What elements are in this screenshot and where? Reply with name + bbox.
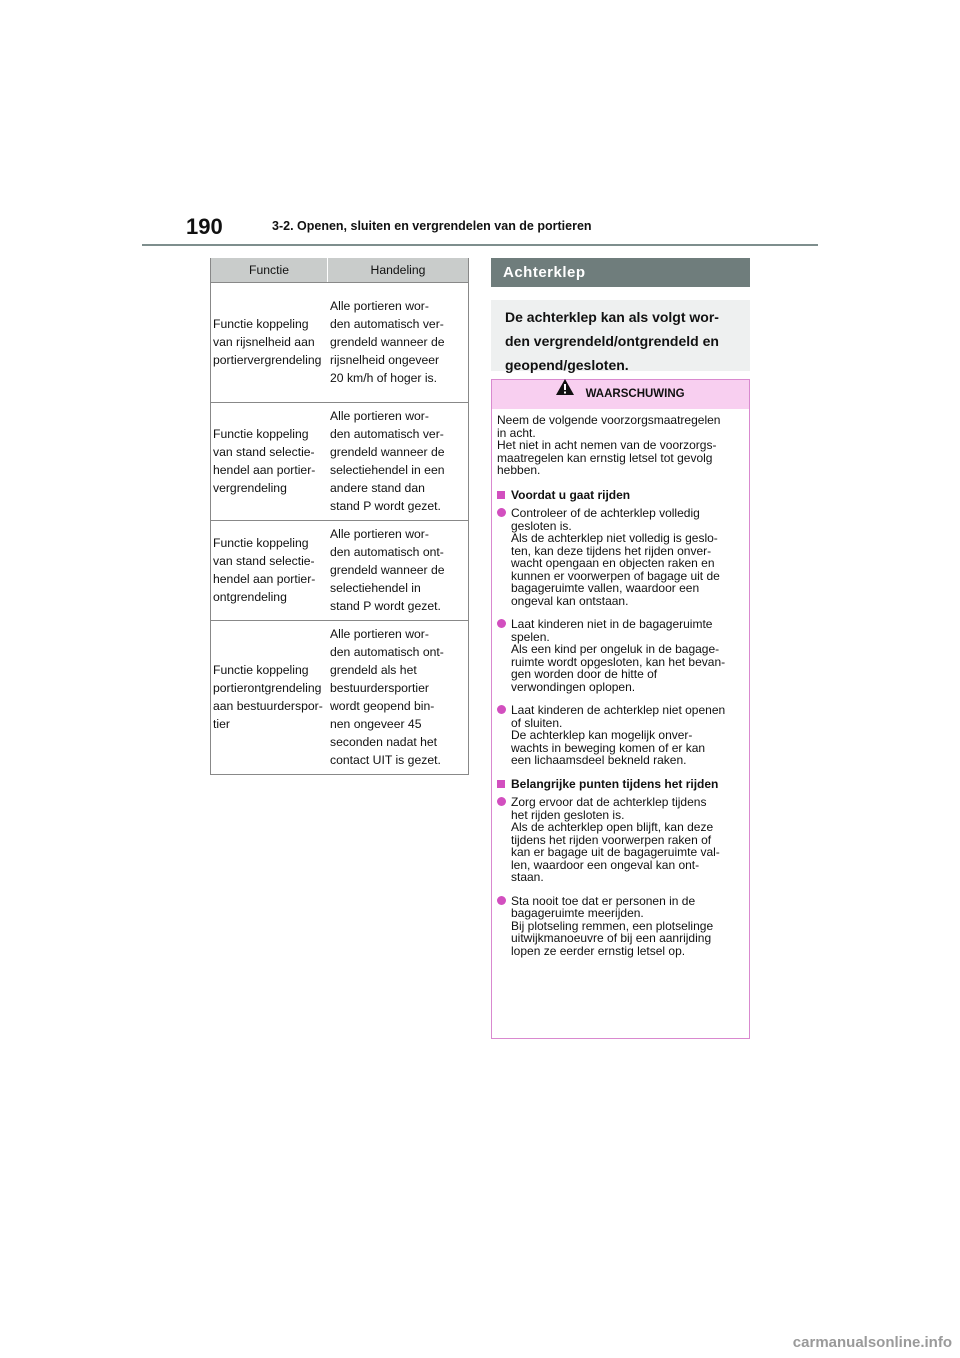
bullet-line: lopen ze eerder ernstig letsel op. (511, 943, 686, 958)
cell-line: rijsnelheid ongeveer (330, 353, 440, 367)
handeling-cell (328, 521, 469, 621)
cell-line: van stand selectie- (213, 554, 315, 568)
cell-line: selectiehendel in (330, 581, 421, 595)
cell-line: den automatisch ont- (330, 545, 444, 559)
bullet-line: het rijden gesloten is. (511, 807, 625, 822)
bullet-line: Laat kinderen de achterklep niet openen (511, 703, 726, 717)
cell-line: Functie koppeling (213, 536, 309, 550)
achterklep-intro (491, 300, 750, 371)
bullet-line: staan. (511, 870, 544, 884)
warning-title: WAARSCHUWING (585, 388, 685, 400)
bullet-line: Als de achterklep open blijft, kan deze (511, 820, 714, 834)
bullet-line: ten, kan deze tijdens het rijden onver- (511, 543, 712, 558)
square-bullet-icon (497, 780, 505, 788)
cell-line: selectiehendel in een (330, 463, 445, 477)
achterklep-heading: Achterklep (491, 258, 750, 287)
cell-line: vergrendeling (213, 481, 287, 495)
bullet-line: bagageruimte vallen, waardoor een (511, 581, 700, 595)
cell-line: grendeld als het (330, 663, 417, 677)
bullet-line: Als de achterklep niet volledig is geslo- (511, 531, 718, 545)
footer-watermark: carmanualsonline.info (792, 1334, 952, 1351)
cell-line: grendeld wanneer de (330, 445, 445, 459)
cell-line: van rijsnelheid aan (213, 335, 315, 349)
bullet-line: len, waardoor een ongeval kan ont- (511, 857, 700, 872)
bullet-line: verwondingen oplopen. (511, 679, 636, 694)
bullet-line: gesloten is. (511, 518, 572, 533)
handeling-cell (328, 621, 469, 775)
bullet-line: tijdens het rijden voorwerpen raken of (511, 832, 712, 847)
warning-line: in acht. (497, 425, 536, 440)
circle-bullet-icon (497, 619, 506, 628)
cell-line: Alle portieren wor- (330, 299, 429, 313)
circle-bullet-icon (497, 797, 506, 806)
handeling-cell (328, 283, 469, 403)
function-table (210, 258, 469, 775)
bullet-line: Laat kinderen niet in de bagageruimte (511, 617, 713, 631)
cell-line: Alle portieren wor- (330, 409, 429, 423)
cell-line: ontgrendeling (213, 590, 287, 604)
cell-line: Alle portieren wor- (330, 527, 429, 541)
bullet-line: kunnen er voorwerpen of bagage uit de (511, 568, 720, 583)
list-item (497, 895, 744, 958)
header-rule (142, 244, 818, 246)
cell-line: den automatisch ver- (330, 317, 444, 331)
column-header-handeling: Handeling (328, 258, 469, 283)
bullet-line: een lichaamsdeel bekneld raken. (511, 753, 687, 767)
bullet-line: Sta nooit toe dat er personen in de (511, 893, 696, 908)
bullet-line: De achterklep kan mogelijk onver- (511, 728, 693, 742)
cell-line: wordt geopend bin- (330, 699, 435, 713)
page-number: 190 (186, 214, 223, 239)
bullet-line: Als een kind per ongeluk in de bagage- (511, 642, 720, 656)
cell-line: grendeld wanneer de (330, 335, 445, 349)
cell-line: van stand selectie- (213, 445, 315, 459)
bullet-line: uitwijkmanoeuvre of bij een aanrijding (511, 931, 712, 945)
warning-body (492, 409, 749, 957)
subheading-belangrijke (497, 778, 744, 791)
functie-cell (211, 283, 328, 403)
cell-line: portiervergrendeling (213, 353, 322, 367)
intro-line: geopend/gesloten. (505, 357, 629, 373)
warning-line: hebben. (497, 463, 541, 477)
square-bullet-icon (497, 491, 505, 499)
table-row (211, 621, 469, 775)
cell-line: Functie koppeling (213, 663, 309, 677)
warning-intro (497, 414, 744, 477)
column-header-functie: Functie (211, 258, 328, 283)
bullet-line: gen worden door de hitte of (511, 667, 658, 681)
subheading-text: Belangrijke punten tijdens het rijden (511, 776, 719, 791)
cell-line: grendeld wanneer de (330, 563, 445, 577)
cell-line: den automatisch ver- (330, 427, 444, 441)
bullet-line: kan er bagage uit de bagageruimte val- (511, 845, 720, 859)
warning-line: Het niet in acht nemen van de voorzorgs- (497, 438, 717, 452)
circle-bullet-icon (497, 508, 506, 517)
cell-line: seconden nadat het (330, 735, 438, 749)
bullet-line: of sluiten. (511, 715, 563, 730)
handeling-cell (328, 403, 469, 521)
cell-line: Alle portieren wor- (330, 627, 429, 641)
cell-line: aan bestuurderspor- (213, 699, 323, 713)
bullet-line: spelen. (511, 629, 550, 644)
warning-line: maatregelen kan ernstig letsel tot gevolg (497, 450, 713, 465)
functie-cell (211, 521, 328, 621)
cell-line: hendel aan portier- (213, 463, 316, 477)
table-row (211, 403, 469, 521)
page-header (0, 0, 960, 250)
warning-header (492, 380, 749, 409)
warning-line: Neem de volgende voorzorgsmaatregelen (497, 413, 721, 427)
bullet-line: wachts in beweging komen of er kan (511, 740, 706, 755)
cell-line: Functie koppeling (213, 427, 309, 441)
cell-line: portierontgrendeling (213, 681, 322, 695)
bullet-line: Zorg ervoor dat de achterklep tijdens (511, 795, 707, 809)
circle-bullet-icon (497, 896, 506, 905)
list-item (497, 507, 744, 607)
warning-box (491, 379, 750, 1039)
cell-line: nen ongeveer 45 (330, 717, 422, 731)
subheading-text: Voordat u gaat rijden (511, 487, 631, 502)
cell-line: bestuurdersportier (330, 681, 429, 695)
warning-triangle-icon (556, 378, 574, 407)
functie-cell (211, 403, 328, 521)
cell-line: hendel aan portier- (213, 572, 316, 586)
table-header-row (211, 258, 469, 283)
cell-line: stand P wordt gezet. (330, 599, 441, 613)
cell-line: stand P wordt gezet. (330, 499, 441, 513)
bullet-line: Bij plotseling remmen, een plotselinge (511, 918, 714, 933)
section-title: 3-2. Openen, sluiten en vergrendelen van de portieren (272, 219, 592, 233)
functie-cell (211, 621, 328, 775)
table-row (211, 283, 469, 403)
list-item (497, 796, 744, 884)
bullet-line: Controleer of de achterklep volledig (511, 506, 700, 520)
bullet-line: ruimte wordt opgesloten, kan het bevan- (511, 654, 726, 669)
cell-line: 20 km/h of hoger is. (330, 371, 438, 385)
cell-line: Functie koppeling (213, 317, 309, 331)
intro-line: den vergrendeld/ontgrendeld en (505, 333, 719, 349)
list-item (497, 618, 744, 693)
cell-line: contact UIT is gezet. (330, 753, 441, 767)
bullet-line: bagageruimte meerijden. (511, 906, 644, 920)
circle-bullet-icon (497, 705, 506, 714)
subheading-voordat (497, 489, 744, 502)
bullet-line: ongeval kan ontstaan. (511, 593, 629, 608)
list-item (497, 704, 744, 767)
table-row (211, 521, 469, 621)
cell-line: andere stand dan (330, 481, 425, 495)
cell-line: tier (213, 717, 230, 731)
bullet-line: wacht opengaan en objecten raken en (511, 556, 715, 570)
intro-line: De achterklep kan als volgt wor- (505, 309, 719, 325)
cell-line: den automatisch ont- (330, 645, 444, 659)
